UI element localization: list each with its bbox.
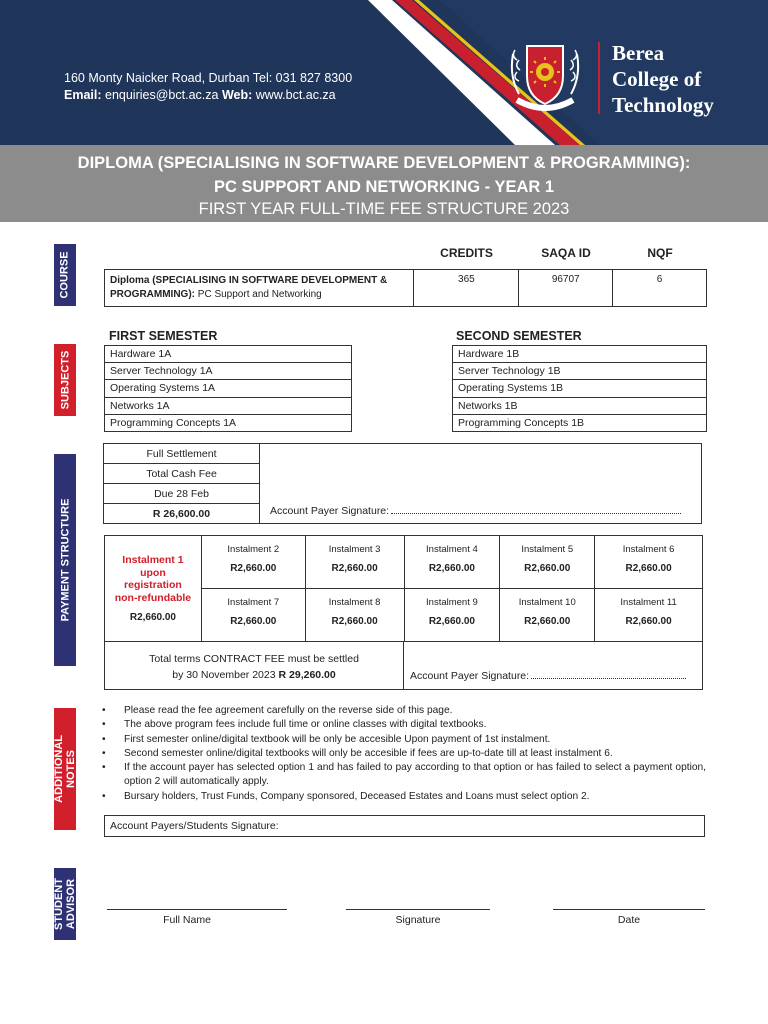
nqf-header: NQF: [647, 246, 673, 260]
payer-signature-field[interactable]: Account Payer Signature:: [270, 505, 681, 517]
list-item: Operating Systems 1B: [453, 380, 707, 397]
list-item: Server Technology 1B: [453, 363, 707, 380]
date-label: Date: [617, 914, 641, 926]
section-label-course: COURSE: [54, 244, 76, 306]
signature-label: Signature: [395, 914, 441, 926]
full-name-line[interactable]: [107, 909, 287, 910]
contract-signature-field[interactable]: Account Payer Signature:: [410, 670, 686, 682]
instalment-cell: Instalment 8 R2,660.00: [305, 589, 404, 642]
first-semester-table: [104, 345, 352, 432]
header-banner: [0, 0, 768, 145]
second-semester-title: SECOND SEMESTER: [456, 329, 582, 343]
credits-value: 365: [414, 270, 519, 307]
web-label: Web:: [221, 88, 253, 102]
second-semester-table: [452, 345, 707, 432]
college-crest-icon: [505, 36, 585, 118]
header-divider: [598, 42, 600, 114]
title-line1: DIPLOMA (SPECIALISING IN SOFTWARE DEVELOPMENT & PROGRAMMING):: [77, 154, 691, 172]
list-item: • Please read the fee agreement carefully on the reverse side of this page.: [102, 704, 706, 718]
credits-header: CREDITS: [440, 246, 493, 260]
section-label-advisor: STUDENT ADVISOR: [54, 868, 76, 940]
instalment-1-cell: Instalment 1 upon registration non-refundable R2,660.00: [105, 536, 202, 642]
list-item: Hardware 1A: [105, 346, 352, 363]
title-band: [0, 145, 768, 222]
list-item: • Second semester online/digital textbooks will only be accesible if fees are up-to-date till at least instalment 6.: [102, 747, 706, 761]
account-signature-field[interactable]: Account Payers/Students Signature:: [104, 815, 705, 837]
list-item: • First semester online/digital textbook will be only be accesible Upon payment of 1st instalment.: [102, 733, 706, 747]
contract-fee-text: Total terms CONTRACT FEE must be settled by 30 November 2023 R 29,260.00: [105, 641, 404, 689]
course-table: [104, 269, 707, 307]
list-item: Networks 1B: [453, 397, 707, 414]
saqa-header: SAQA ID: [541, 246, 591, 260]
instalment-cell: Instalment 2 R2,660.00: [201, 536, 305, 589]
first-semester-title: FIRST SEMESTER: [109, 329, 218, 343]
list-item: • The above program fees include full time or online classes with digital textbooks.: [102, 718, 706, 732]
section-label-notes: ADDITIONAL NOTES: [54, 708, 76, 830]
instalment-cell: Instalment 11 R2,660.00: [595, 589, 703, 642]
email-link[interactable]: enquiries@bct.ac.za: [105, 88, 219, 102]
date-line[interactable]: [553, 909, 705, 910]
email-label: Email:: [64, 88, 102, 102]
list-item: Programming Concepts 1A: [105, 414, 352, 431]
contact-info: [64, 70, 352, 104]
web-link[interactable]: www.bct.ac.za: [255, 88, 336, 102]
list-item: Networks 1A: [105, 397, 352, 414]
list-item: Operating Systems 1A: [105, 380, 352, 397]
notes-list: [102, 704, 706, 804]
instalment-cell: Instalment 5 R2,660.00: [500, 536, 595, 589]
list-item: • Bursary holders, Trust Funds, Company sponsored, Deceased Estates and Loans must select option 2.: [102, 790, 706, 804]
course-name: Diploma (SPECIALISING IN SOFTWARE DEVELOPMENT & PROGRAMMING): PC Support and Networking: [105, 270, 414, 307]
list-item: Programming Concepts 1B: [453, 414, 707, 431]
list-item: • If the account payer has selected option 1 and has failed to pay according to that option or has failed to select a payment option, option 2 will automatically apply.: [102, 761, 706, 790]
settlement-amount: R 26,600.00: [152, 508, 211, 520]
title-line3: FIRST YEAR FULL-TIME FEE STRUCTURE 2023: [198, 200, 570, 218]
contract-amount: R 29,260.00: [278, 669, 336, 681]
list-item: Server Technology 1A: [105, 363, 352, 380]
instalment-cell: Instalment 10 R2,660.00: [500, 589, 595, 642]
full-settlement-box: [103, 443, 702, 524]
list-item: Hardware 1B: [453, 346, 707, 363]
nqf-value: 6: [613, 270, 707, 307]
contract-fee-box: [104, 641, 703, 690]
instalment-cell: Instalment 3 R2,660.00: [305, 536, 404, 589]
saqa-value: 96707: [519, 270, 613, 307]
full-name-label: Full Name: [163, 914, 211, 926]
signature-line[interactable]: [346, 909, 490, 910]
title-line2: PC SUPPORT AND NETWORKING - YEAR 1: [213, 178, 555, 196]
college-name: Berea College of Technology: [612, 41, 714, 117]
instalment-cell: Instalment 6 R2,660.00: [595, 536, 703, 589]
instalment-cell: Instalment 7 R2,660.00: [201, 589, 305, 642]
instalment-cell: Instalment 9 R2,660.00: [404, 589, 500, 642]
instalment-cell: Instalment 4 R2,660.00: [404, 536, 500, 589]
section-label-payment: PAYMENT STRUCTURE: [54, 454, 76, 666]
settlement-details: Full Settlement Total Cash Fee Due 28 Feb R 26,600.00: [104, 444, 260, 523]
instalment-table: [104, 535, 703, 642]
address-text: 160 Monty Naicker Road, Durban Tel: 031 827 8300: [64, 71, 353, 85]
section-label-subjects: SUBJECTS: [54, 344, 76, 416]
